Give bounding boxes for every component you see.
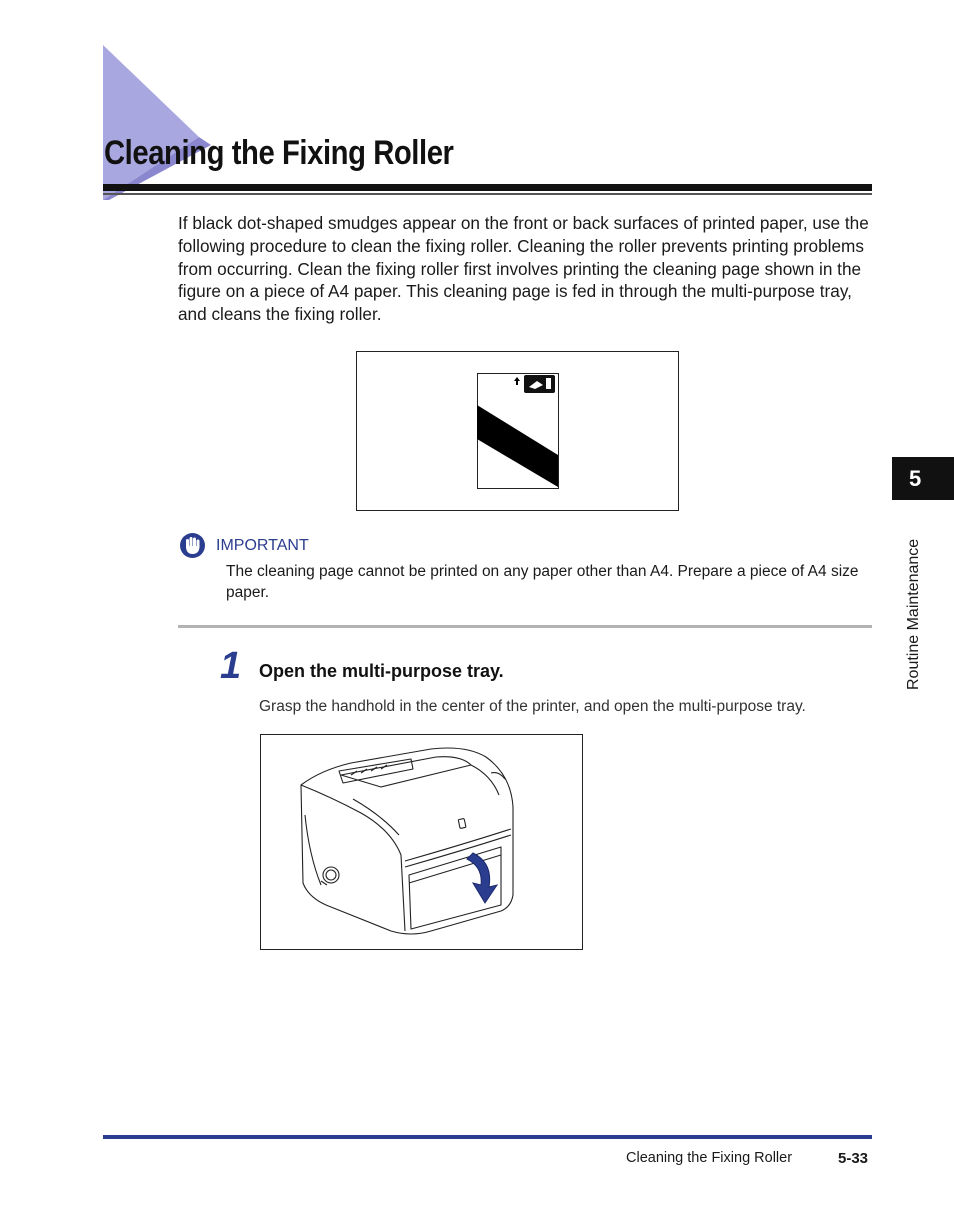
intro-paragraph: If black dot-shaped smudges appear on the front or back surfaces of printed paper, use the following procedure to clean the fixing roller. Cleaning the roller prevents printing problems from occurring. Clean the fixing roller first involves printing the cleaning page shown in the figure on a piece of A4 paper. This cleaning page is fed in through the multi-purpose tray, and cleans the fixing roller.: [178, 213, 869, 325]
footer-page-number: 5-33: [838, 1150, 869, 1167]
printer-illustration: [261, 735, 582, 949]
printer-figure: [260, 734, 583, 950]
important-text: The cleaning page cannot be printed on any paper other than A4. Prepare a piece of A4 size paper.: [226, 563, 859, 601]
step-title: Open the multi-purpose tray.: [259, 661, 504, 681]
step-number: 1: [220, 645, 242, 687]
cleaning-page-illustration: [477, 373, 559, 489]
corner-triangle-decoration: [103, 45, 213, 200]
cleaning-page-figure: [356, 351, 679, 511]
step-description: Grasp the handhold in the center of the printer, and open the multi-purpose tray.: [259, 698, 806, 715]
section-divider: [178, 625, 872, 628]
chapter-tab[interactable]: 5: [892, 457, 954, 500]
page-title: Cleaning the Fixing Roller: [104, 134, 454, 172]
title-rule: [103, 184, 872, 191]
important-label: IMPORTANT: [216, 537, 309, 554]
footer-rule: [103, 1135, 872, 1139]
title-rule-secondary: [103, 193, 872, 195]
footer-section-title: Cleaning the Fixing Roller: [626, 1150, 793, 1166]
hand-stop-icon: [179, 532, 206, 559]
chapter-label: Routine Maintenance: [905, 538, 922, 690]
